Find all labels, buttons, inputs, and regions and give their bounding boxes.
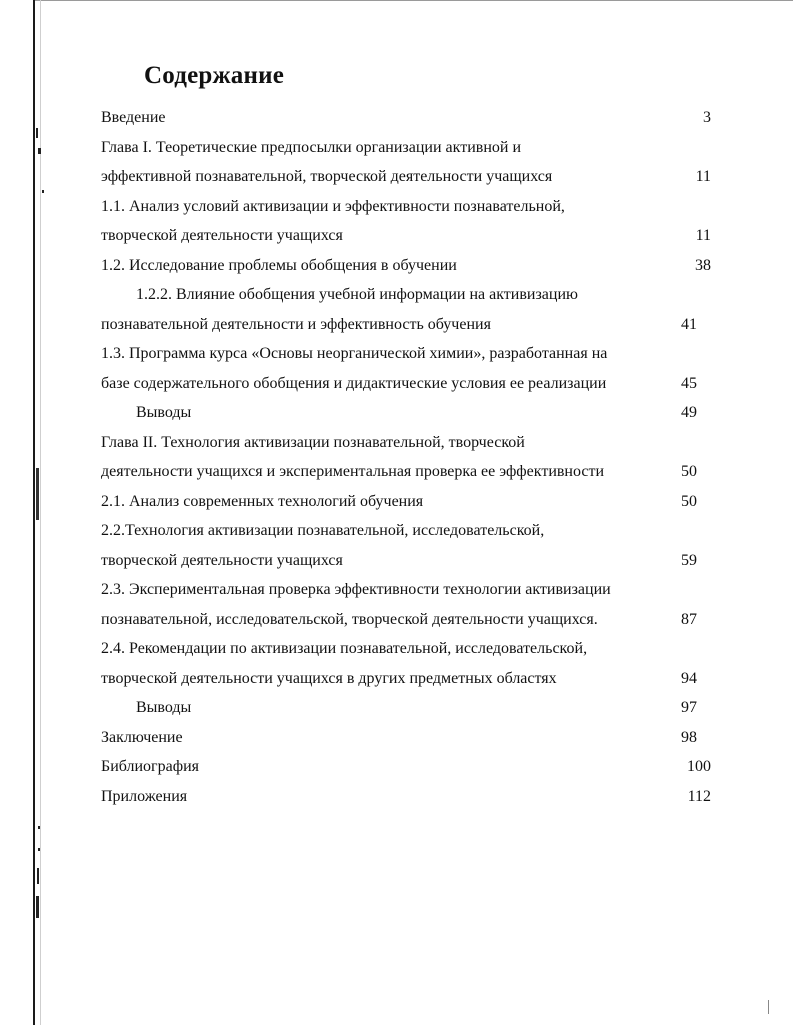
- toc-row: [101, 162, 711, 192]
- toc-page-number: 97: [681, 699, 697, 716]
- toc-row: [101, 398, 711, 428]
- toc-entry-text: Глава II. Технология активизации познавательной, творческой: [101, 433, 525, 451]
- toc-row: [101, 133, 711, 163]
- scan-speck: [38, 848, 40, 851]
- toc-entry-text: творческой деятельности учащихся в других предметных областях: [101, 669, 557, 687]
- toc-entry-text: 2.1. Анализ современных технологий обучения: [101, 492, 424, 510]
- toc-page-number: 45: [681, 374, 697, 392]
- toc-row: [101, 428, 711, 458]
- toc-entry-text: творческой деятельности учащихся: [101, 227, 343, 244]
- toc-entry-text: Выводы: [136, 404, 192, 421]
- scan-speck: [42, 190, 44, 193]
- scan-speck: [36, 128, 38, 138]
- toc-row: [101, 664, 711, 694]
- page-title: Содержание: [144, 62, 285, 89]
- scan-top-edge: [34, 0, 793, 1]
- toc-row: [101, 693, 711, 723]
- toc-entry-text: Введение: [101, 109, 166, 126]
- scan-speck: [38, 148, 41, 154]
- toc-entry-text: Приложения: [101, 787, 188, 805]
- toc-row: [101, 723, 711, 753]
- toc-row: [101, 782, 711, 812]
- toc-entry-text: творческой деятельности учащихся: [101, 551, 343, 569]
- toc-page-number: 49: [681, 404, 697, 421]
- toc-entry-text: Выводы: [136, 699, 192, 716]
- toc-row: [101, 280, 711, 310]
- toc-page-number: 112: [687, 787, 711, 805]
- table-of-contents: [101, 103, 711, 811]
- toc-row: [101, 103, 711, 133]
- toc-page-number: 38: [695, 256, 711, 274]
- toc-entry-text: 1.2. Исследование проблемы обобщения в обучении: [101, 256, 457, 274]
- toc-row: [101, 221, 711, 251]
- toc-page-number: 94: [681, 669, 697, 687]
- toc-entry-text: Глава I. Теоретические предпосылки организации активной и: [101, 138, 521, 156]
- toc-entry-text: 1.1. Анализ условий активизации и эффективности познавательной,: [101, 197, 565, 215]
- scan-speck: [768, 1000, 769, 1014]
- scan-speck: [38, 826, 40, 829]
- toc-entry-text: Заключение: [101, 728, 183, 746]
- toc-entry-text: 2.2.Технология активизации познавательной, исследовательской,: [101, 522, 545, 539]
- toc-row: [101, 192, 711, 222]
- toc-entry-text: 2.4. Рекомендации по активизации познавательной, исследовательской,: [101, 640, 588, 657]
- toc-entry-text: эффективной познавательной, творческой деятельности учащихся: [101, 168, 553, 185]
- toc-row: [101, 339, 711, 369]
- scan-speck: [37, 868, 39, 884]
- toc-entry-text: 1.2.2. Влияние обобщения учебной информации на активизацию: [136, 286, 578, 303]
- toc-row: [101, 457, 711, 487]
- toc-entry-text: базе содержательного обобщения и дидактические условия ее реализации: [101, 374, 607, 392]
- toc-row: [101, 546, 711, 576]
- toc-row: [101, 251, 711, 281]
- toc-entry-text: деятельности учащихся и экспериментальная проверка ее эффективности: [101, 463, 605, 480]
- toc-row: [101, 575, 711, 605]
- toc-page-number: 11: [695, 168, 711, 185]
- toc-row: [101, 634, 711, 664]
- toc-page-number: 50: [681, 492, 697, 510]
- toc-page-number: 50: [681, 463, 697, 480]
- toc-page-number: 41: [681, 315, 697, 333]
- toc-row: [101, 752, 711, 782]
- toc-entry-text: познавательной, исследовательской, творческой деятельности учащихся.: [101, 610, 598, 628]
- toc-row: [101, 487, 711, 517]
- toc-page-number: 100: [687, 758, 711, 775]
- toc-row: [101, 516, 711, 546]
- toc-row: [101, 605, 711, 635]
- toc-entry-text: 2.3. Экспериментальная проверка эффективности технологии активизации: [101, 581, 611, 598]
- toc-entry-text: 1.3. Программа курса «Основы неорганической химии», разработанная на: [101, 345, 608, 362]
- scan-left-edge: [33, 0, 35, 1025]
- toc-page-number: 87: [681, 610, 697, 628]
- toc-row: [101, 310, 711, 340]
- toc-row: [101, 369, 711, 399]
- toc-entry-text: познавательной деятельности и эффективность обучения: [101, 315, 491, 333]
- toc-page-number: 11: [695, 227, 711, 244]
- toc-page-number: 3: [703, 109, 711, 126]
- scan-speck: [36, 896, 39, 918]
- scan-speck: [36, 468, 39, 520]
- toc-entry-text: Библиография: [101, 758, 199, 775]
- toc-page-number: 98: [681, 728, 697, 746]
- toc-page-number: 59: [681, 551, 697, 569]
